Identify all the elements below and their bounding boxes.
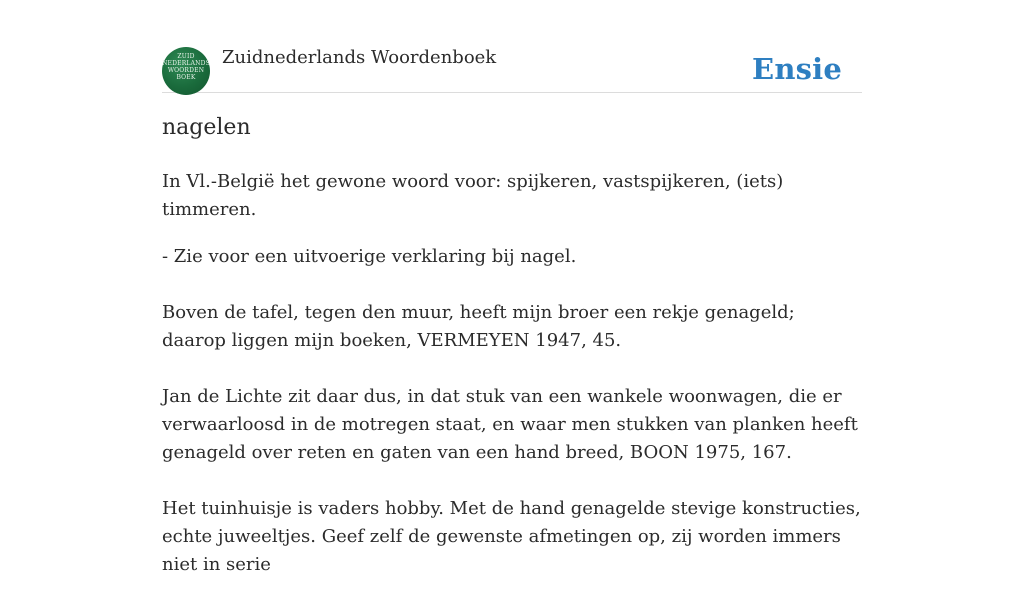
entry-citation: Jan de Lichte zit daar dus, in dat stuk van een wankele woonwagen, die er verwaarloosd in de motregen staat, en waar men stukken van planken heeft genageld over reten en gaten van een hand breed, BOON 1975, 167. bbox=[162, 386, 858, 463]
entry-citation: Boven de tafel, tegen den muur, heeft mijn broer een rekje genageld; daarop liggen mijn boeken, VERMEYEN 1947, 45. bbox=[162, 302, 795, 351]
logo-line: NEDERLANDS bbox=[162, 60, 210, 67]
source-title-link[interactable]: Zuidnederlands Woordenboek bbox=[222, 47, 497, 68]
logo-line: WOORDEN bbox=[167, 67, 205, 74]
logo-text bbox=[162, 53, 210, 81]
entry-citation: Het tuinhuisje is vaders hobby. Met de hand genagelde stevige konstructies, echte juweeltjes. Geef zelf de gewenste afmetingen op, zij worden immers niet in serie bbox=[162, 498, 861, 575]
source-logo-icon[interactable] bbox=[162, 47, 210, 95]
logo-line: BOEK bbox=[176, 74, 196, 81]
entry-headword: nagelen bbox=[162, 115, 251, 140]
entry-see-also: - Zie voor een uitvoerige verklaring bij nagel. bbox=[162, 246, 577, 267]
logo-line: ZUID bbox=[177, 53, 195, 60]
entry-definition: In Vl.-België het gewone woord voor: spijkeren, vastspijkeren, (iets) timmeren. bbox=[162, 171, 784, 220]
brand-logo-link[interactable]: Ensie bbox=[752, 52, 842, 86]
page bbox=[162, 0, 862, 575]
entry-content bbox=[162, 168, 862, 607]
header bbox=[162, 45, 862, 93]
